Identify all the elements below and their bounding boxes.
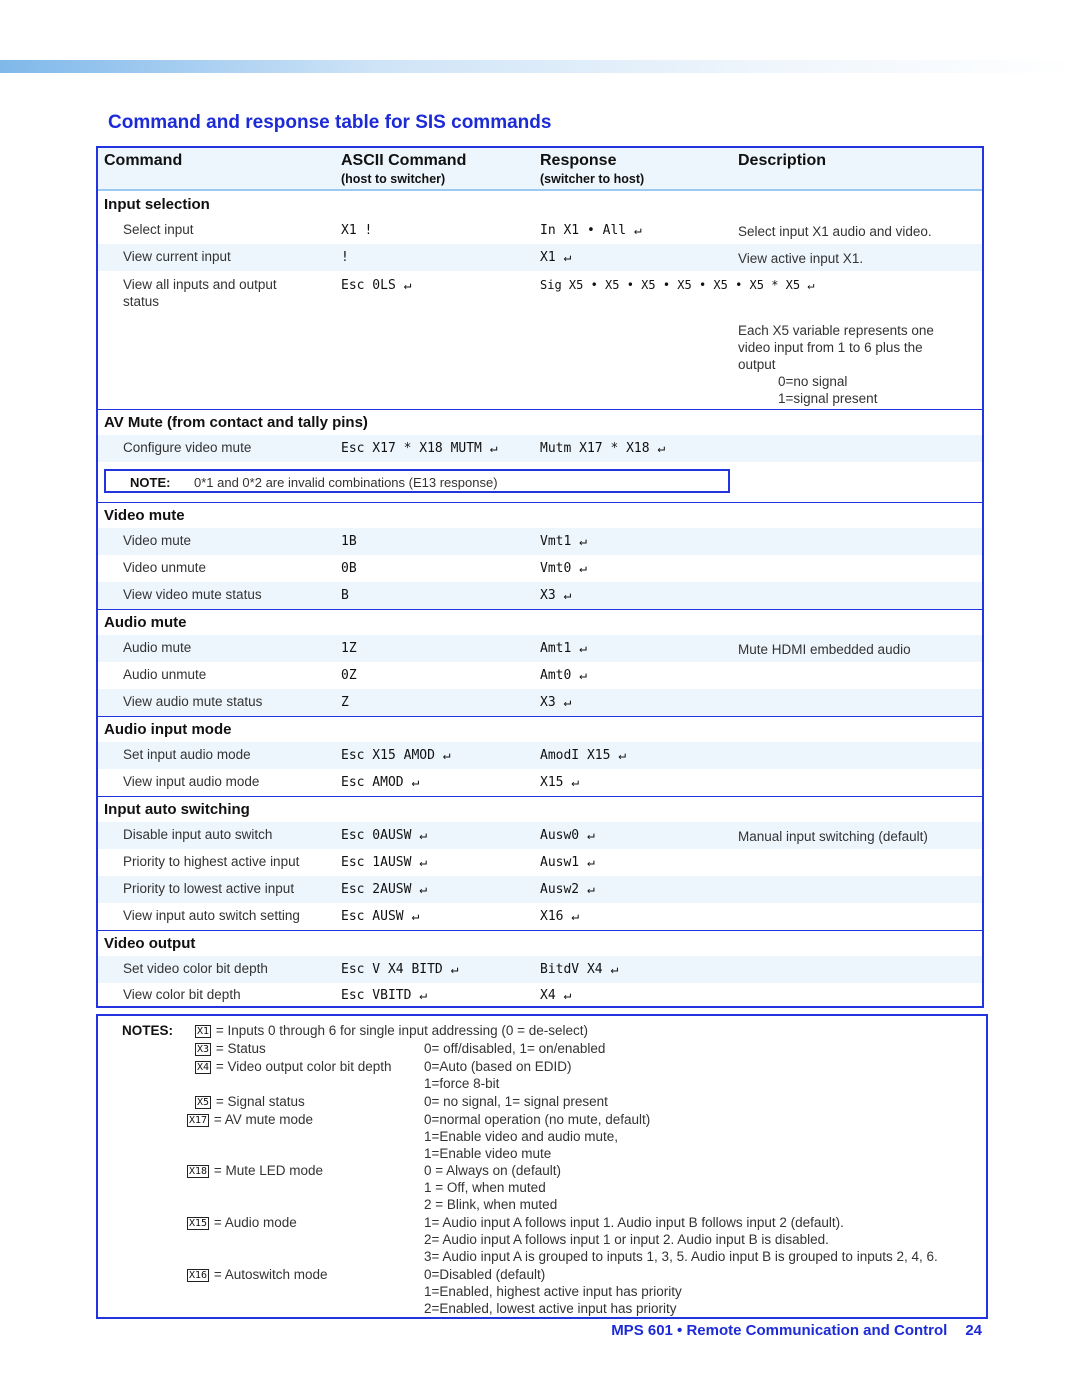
note-item-text: = Signal status xyxy=(215,1094,305,1109)
note-item xyxy=(194,1022,588,1039)
row-ascii: Esc V X4 BITD ↵ xyxy=(341,962,459,977)
variable-key: X18 xyxy=(189,1166,208,1177)
row-ascii: Esc 1AUSW ↵ xyxy=(341,855,428,870)
row-description-line: output xyxy=(738,357,776,372)
note-item-value: 0=Auto (based on EDID) xyxy=(424,1059,572,1074)
table-row xyxy=(98,742,982,769)
note-item-text: = AV mute mode xyxy=(213,1112,314,1127)
section-title-audio-input-mode: Audio input mode xyxy=(104,721,232,738)
table-row xyxy=(98,555,982,582)
row-ascii: Esc AMOD ↵ xyxy=(341,775,420,790)
note-item-value: 3= Audio input A is grouped to inputs 1, 3, 5. Audio input B is grouped to inputs 2, 4, 6. xyxy=(424,1249,938,1264)
note-item-text: = Status xyxy=(215,1041,266,1056)
note-item xyxy=(186,1214,297,1231)
row-command: Priority to highest active input xyxy=(123,854,300,869)
header-ascii-label: ASCII Command xyxy=(341,152,467,169)
row-ascii: Esc X15 AMOD ↵ xyxy=(341,748,451,763)
row-response: Sig X5 • X5 • X5 • X5 • X5 • X5 * X5 ↵ xyxy=(540,278,815,292)
row-response: X16 ↵ xyxy=(540,909,580,924)
row-ascii: 1B xyxy=(341,534,357,549)
row-ascii: 1Z xyxy=(341,641,357,656)
note-item-text: = Inputs 0 through 6 for single input addressing (0 = de-select) xyxy=(215,1023,589,1038)
row-ascii: X1 ! xyxy=(341,223,373,238)
row-description-line: 0=no signal xyxy=(778,374,848,389)
row-command: View color bit depth xyxy=(123,987,241,1002)
row-ascii: Esc X17 * X18 MUTM ↵ xyxy=(341,441,498,456)
note-item xyxy=(194,1093,305,1110)
row-command: Select input xyxy=(123,222,194,237)
row-command: Video mute xyxy=(123,533,192,548)
note-item-value: 1=force 8-bit xyxy=(424,1076,500,1091)
variable-key: X3 xyxy=(197,1044,210,1055)
table-row xyxy=(98,822,982,849)
header-description xyxy=(738,152,826,170)
table-header xyxy=(98,148,982,190)
table-row xyxy=(98,528,982,555)
table-row xyxy=(98,217,982,244)
variable-key: X17 xyxy=(189,1115,208,1126)
header-ascii-sub: (host to switcher) xyxy=(341,172,446,186)
variable-key: X16 xyxy=(189,1270,208,1281)
row-description-line: Each X5 variable represents one xyxy=(738,323,934,338)
note-item-value: 1=Enabled, highest active input has priority xyxy=(424,1284,682,1299)
header-command-label: Command xyxy=(104,152,183,169)
row-response: X4 ↵ xyxy=(540,988,572,1003)
row-response: Ausw0 ↵ xyxy=(540,828,595,843)
row-command: Set input audio mode xyxy=(123,747,251,762)
row-command: View video mute status xyxy=(123,587,262,602)
row-response: Ausw1 ↵ xyxy=(540,855,595,870)
row-response: X3 ↵ xyxy=(540,588,572,603)
section-title-input-auto-switching: Input auto switching xyxy=(104,801,250,818)
page-number: 24 xyxy=(965,1322,982,1339)
note-item-text: = Video output color bit depth xyxy=(215,1059,392,1074)
note-item-value: 0=normal operation (no mute, default) xyxy=(424,1112,651,1127)
notes-box xyxy=(96,1014,988,1319)
variable-key: X4 xyxy=(197,1062,210,1073)
header-command xyxy=(104,152,182,170)
note-item-value: 0=Disabled (default) xyxy=(424,1267,546,1282)
row-command: Audio mute xyxy=(123,640,192,655)
row-description-line: video input from 1 to 6 plus the xyxy=(738,340,923,355)
row-command: Audio unmute xyxy=(123,667,207,682)
variable-key: X15 xyxy=(189,1218,208,1229)
section-title-audio-mute: Audio mute xyxy=(104,614,187,631)
table-row xyxy=(98,849,982,876)
row-command: View all inputs and output status xyxy=(123,277,277,309)
row-description: Select input X1 audio and video. xyxy=(738,224,932,239)
note-item xyxy=(186,1111,313,1128)
table-row xyxy=(98,876,982,903)
page-footer xyxy=(611,1322,982,1339)
row-ascii: Z xyxy=(341,695,349,710)
section-title-av-mute: AV Mute (from contact and tally pins) xyxy=(104,414,368,431)
table-row xyxy=(98,956,982,983)
section-divider xyxy=(98,609,982,610)
row-description: View active input X1. xyxy=(738,251,864,266)
row-description: Mute HDMI embedded audio xyxy=(738,642,911,657)
section-divider xyxy=(98,409,982,410)
row-response: X1 ↵ xyxy=(540,250,572,265)
row-description: Manual input switching (default) xyxy=(738,829,928,844)
row-ascii: 0Z xyxy=(341,668,357,683)
row-response: In X1 • All ↵ xyxy=(540,223,642,238)
row-command: View input audio mode xyxy=(123,774,260,789)
note-item xyxy=(194,1058,392,1075)
row-response: Ausw2 ↵ xyxy=(540,882,595,897)
header-response-sub: (switcher to host) xyxy=(540,172,645,186)
note-item-value: 0= off/disabled, 1= on/enabled xyxy=(424,1041,606,1056)
row-command: Disable input auto switch xyxy=(123,827,273,842)
row-ascii: B xyxy=(341,588,349,603)
table-row xyxy=(98,769,982,796)
row-command: View audio mute status xyxy=(123,694,263,709)
row-response: Mutm X17 * X18 ↵ xyxy=(540,441,666,456)
section-divider xyxy=(98,930,982,931)
row-ascii: ! xyxy=(341,250,349,265)
note-item-value: 1= Audio input A follows input 1. Audio input B follows input 2 (default). xyxy=(424,1215,844,1230)
note-item-text: = Autoswitch mode xyxy=(213,1267,328,1282)
section-divider xyxy=(98,716,982,717)
row-command: Video unmute xyxy=(123,560,207,575)
table-row xyxy=(98,635,982,662)
note-item xyxy=(194,1040,266,1057)
note-text: 0*1 and 0*2 are invalid combinations (E13 response) xyxy=(194,475,498,490)
row-ascii: Esc 2AUSW ↵ xyxy=(341,882,428,897)
header-response-label: Response xyxy=(540,152,617,169)
table-row xyxy=(98,582,982,609)
section-title-video-output: Video output xyxy=(104,935,196,952)
table-row xyxy=(98,435,982,462)
header-gradient-bar xyxy=(0,60,1080,73)
header-divider xyxy=(98,190,982,191)
section-title-input-selection: Input selection xyxy=(104,196,210,213)
row-description-line: 1=signal present xyxy=(778,391,878,406)
note-item-value: 1 = Off, when muted xyxy=(424,1180,546,1195)
table-row xyxy=(98,272,982,407)
row-ascii: Esc AUSW ↵ xyxy=(341,909,420,924)
note-item-text: = Mute LED mode xyxy=(213,1163,324,1178)
note-item-text: = Audio mode xyxy=(213,1215,297,1230)
note-item-value: 0= no signal, 1= signal present xyxy=(424,1094,608,1109)
row-response: X3 ↵ xyxy=(540,695,572,710)
note-item-value: 2= Audio input A follows input 1 or input 2. Audio input B is disabled. xyxy=(424,1232,829,1247)
note-item-value: 1=Enable video mute xyxy=(424,1146,552,1161)
row-response: X15 ↵ xyxy=(540,775,580,790)
table-row xyxy=(98,982,982,1009)
row-response: Amt0 ↵ xyxy=(540,668,587,683)
variable-key: X1 xyxy=(197,1026,210,1037)
av-mute-note xyxy=(104,469,730,493)
row-response: BitdV X4 ↵ xyxy=(540,962,619,977)
variable-key: X5 xyxy=(197,1097,210,1108)
sis-command-table xyxy=(96,146,984,1008)
row-command: Configure video mute xyxy=(123,440,252,455)
row-ascii: 0B xyxy=(341,561,357,576)
note-item xyxy=(186,1266,328,1283)
section-divider xyxy=(98,502,982,503)
row-response: Vmt0 ↵ xyxy=(540,561,587,576)
row-ascii: Esc 0LS ↵ xyxy=(341,278,412,293)
note-label: NOTE: xyxy=(130,475,171,490)
row-command: View current input xyxy=(123,249,231,264)
row-command: Priority to lowest active input xyxy=(123,881,295,896)
note-item-value: 0 = Always on (default) xyxy=(424,1163,561,1178)
note-item xyxy=(186,1162,323,1179)
note-item-value: 2=Enabled, lowest active input has priority xyxy=(424,1301,677,1316)
section-title-video-mute: Video mute xyxy=(104,507,185,524)
row-ascii: Esc 0AUSW ↵ xyxy=(341,828,428,843)
row-response: AmodI X15 ↵ xyxy=(540,748,627,763)
header-response xyxy=(540,152,644,186)
note-item-value: 1=Enable video and audio mute, xyxy=(424,1129,619,1144)
note-item-value: 2 = Blink, when muted xyxy=(424,1197,558,1212)
row-response: Vmt1 ↵ xyxy=(540,534,587,549)
table-row xyxy=(98,662,982,689)
page-title: Command and response table for SIS commands xyxy=(108,112,552,133)
header-description-label: Description xyxy=(738,152,827,169)
table-row xyxy=(98,244,982,271)
footer-text: MPS 601 • Remote Communication and Control xyxy=(611,1322,948,1339)
table-row xyxy=(98,903,982,930)
section-divider xyxy=(98,796,982,797)
table-row xyxy=(98,689,982,716)
row-command: Set video color bit depth xyxy=(123,961,268,976)
row-ascii: Esc VBITD ↵ xyxy=(341,988,428,1003)
row-response: Amt1 ↵ xyxy=(540,641,587,656)
row-command: View input auto switch setting xyxy=(123,908,300,923)
notes-label: NOTES: xyxy=(122,1023,174,1038)
header-ascii xyxy=(341,152,466,186)
